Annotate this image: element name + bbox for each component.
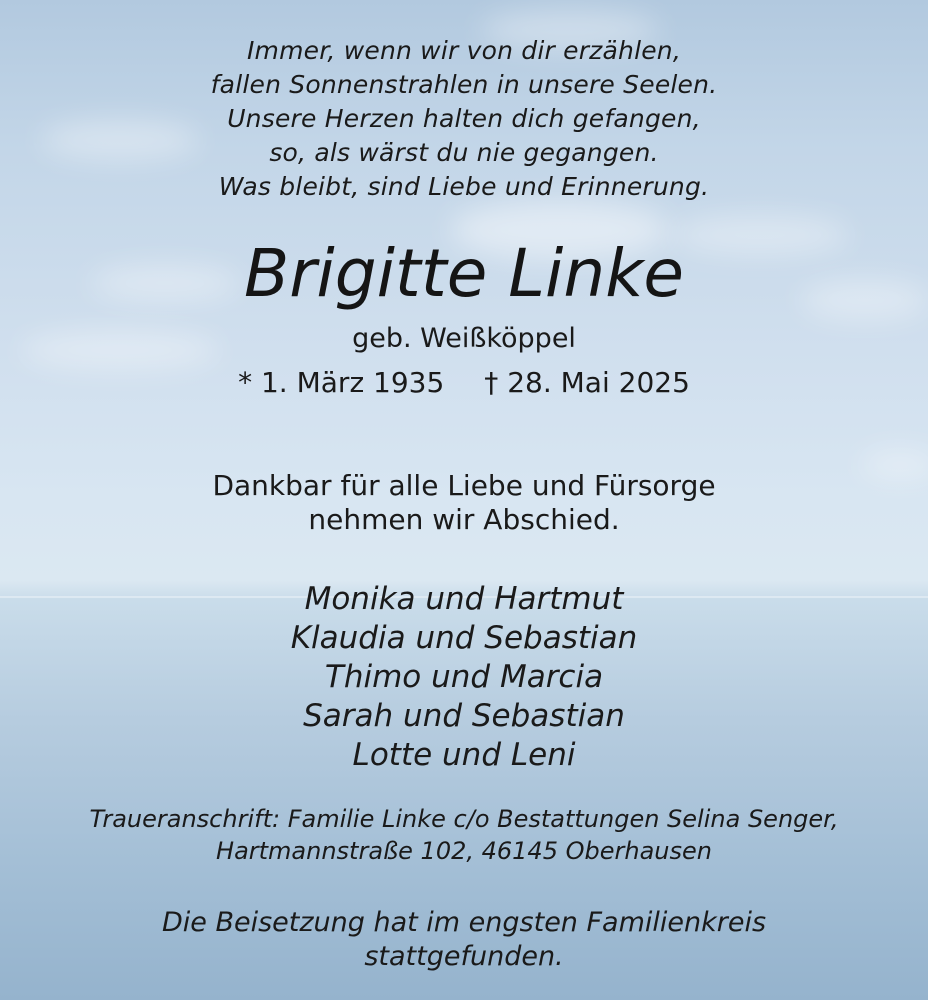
mourner-entry: Monika und Hartmut [304,581,624,617]
thanks-line: nehmen wir Abschied. [308,503,620,536]
mourner-entry: Klaudia und Sebastian [290,620,638,656]
poem-line: Immer, wenn wir von dir erzählen, [246,36,681,65]
thanks-text [0,469,928,537]
mourner-entry: Lotte und Leni [352,737,576,773]
thanks-line: Dankbar für alle Liebe und Fürsorge [212,469,716,502]
burial-note [0,906,928,974]
mourner-entry: Thimo und Marcia [324,659,604,695]
poem-line: so, als wärst du nie gegangen. [269,138,659,167]
mourning-address [0,803,928,867]
mourner-entry: Sarah und Sebastian [303,698,625,734]
maiden-name: geb. Weißköppel [352,323,576,354]
address-line: Traueranschrift: Familie Linke c/o Bestattungen Selina Senger, [89,805,839,833]
birth-date: * 1. März 1935 [238,366,445,399]
poem-line: fallen Sonnenstrahlen in unsere Seelen. [210,70,718,99]
poem-line: Was bleibt, sind Liebe und Erinnerung. [218,172,710,201]
burial-line: stattgefunden. [364,941,564,972]
life-dates [0,363,928,403]
mourners-list [0,580,928,775]
deceased-name: Brigitte Linke [243,235,685,312]
poem [0,34,928,204]
poem-line: Unsere Herzen halten dich gefangen, [227,104,701,133]
death-date: † 28. Mai 2025 [484,366,690,399]
address-line: Hartmannstraße 102, 46145 Oberhausen [216,837,712,865]
burial-line: Die Beisetzung hat im engsten Familienkreis [161,907,767,938]
